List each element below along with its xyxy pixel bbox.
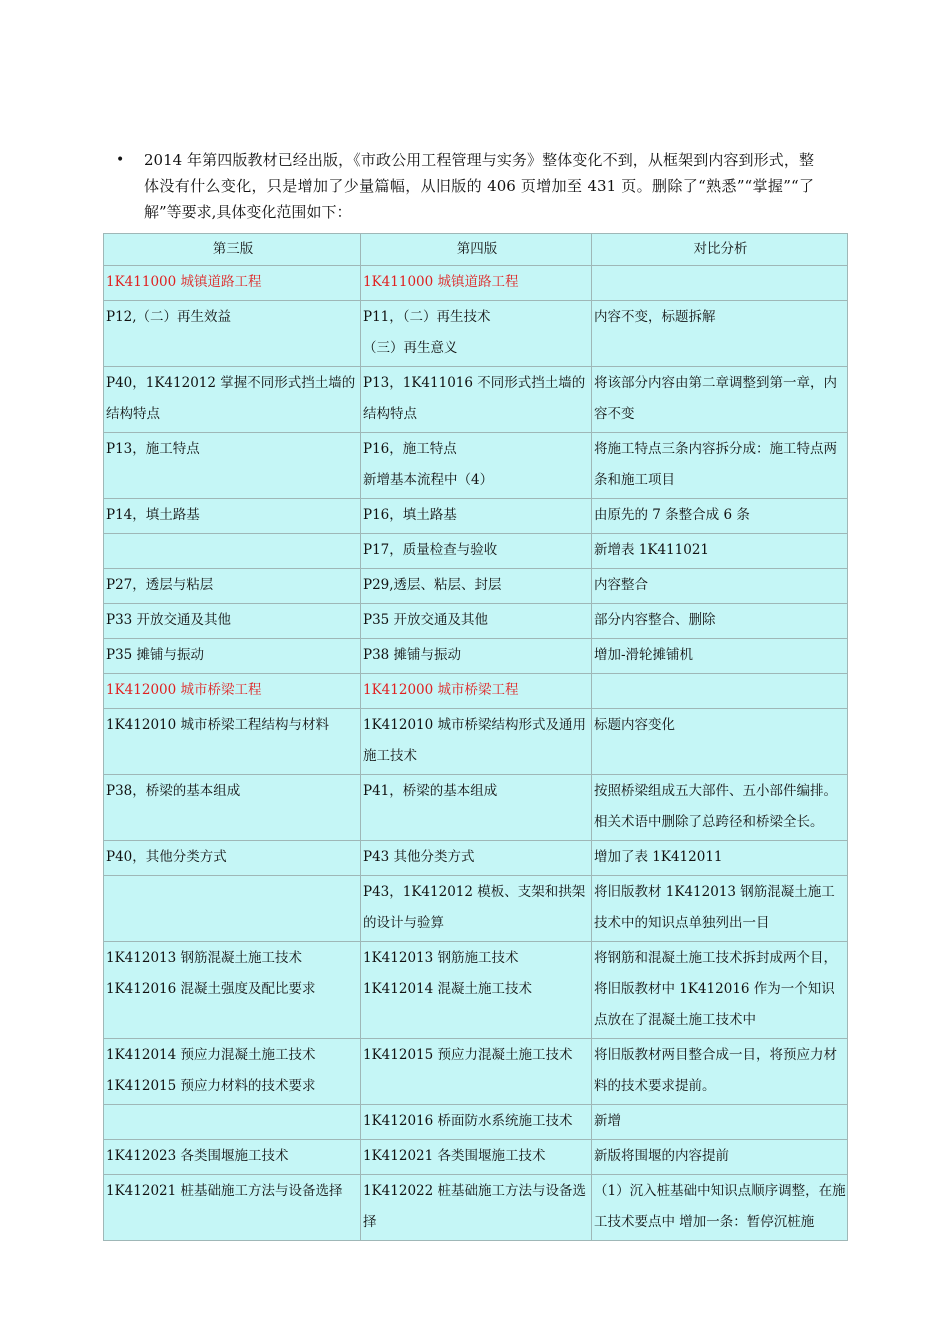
cell-text: 1K412010 城市桥梁工程结构与材料 <box>106 717 330 733</box>
cell-comparison <box>592 604 848 639</box>
cell-third-edition <box>104 841 361 876</box>
cell-text: P43，1K412012 模板、支架和拱架的设计与验算 <box>363 884 586 931</box>
cell-comparison <box>592 569 848 604</box>
table-row <box>104 1175 848 1241</box>
cell-text: P35 开放交通及其他 <box>363 612 489 628</box>
cell-text: 将钢筋和混凝土施工技术拆封成两个目，将旧版教材中 1K412016 作为一个知识点放在了混凝土施工技术中 <box>594 950 837 1028</box>
table-row <box>104 1105 848 1140</box>
cell-comparison <box>592 1105 848 1140</box>
cell-third-edition <box>104 499 361 534</box>
cell-fourth-edition <box>361 1140 592 1175</box>
table-row <box>104 709 848 775</box>
cell-text: P13，施工特点 <box>106 441 200 457</box>
table-body <box>104 266 848 1241</box>
cell-text: 1K412013 钢筋施工技术 <box>363 950 519 966</box>
cell-text: P33 开放交通及其他 <box>106 612 232 628</box>
cell-comparison <box>592 1039 848 1105</box>
cell-comparison <box>592 1175 848 1241</box>
table-row <box>104 639 848 674</box>
cell-text: 按照桥梁组成五大部件、五小部件编排。相关术语中删除了总跨径和桥梁全长。 <box>594 783 837 830</box>
cell-fourth-edition <box>361 604 592 639</box>
table-row <box>104 499 848 534</box>
cell-fourth-edition <box>361 569 592 604</box>
cell-text: P38 摊铺与振动 <box>363 647 462 663</box>
cell-text: 1K412013 钢筋混凝土施工技术 <box>106 950 303 966</box>
cell-comparison <box>592 639 848 674</box>
cell-text: 将旧版教材两目整合成一目，将预应力材料的技术要求提前。 <box>594 1047 837 1094</box>
cell-third-edition <box>104 534 361 569</box>
cell-third-edition <box>104 1140 361 1175</box>
cell-third-edition <box>104 301 361 367</box>
header-comparison: 对比分析 <box>592 234 848 266</box>
cell-text: 新增表 1K411021 <box>594 542 710 558</box>
cell-text: P40，其他分类方式 <box>106 849 227 865</box>
table-row <box>104 604 848 639</box>
table-row <box>104 1039 848 1105</box>
cell-comparison <box>592 433 848 499</box>
cell-third-edition <box>104 604 361 639</box>
cell-text: 内容不变，标题拆解 <box>594 309 716 325</box>
header-third-edition: 第三版 <box>104 234 361 266</box>
header-fourth-edition: 第四版 <box>361 234 592 266</box>
table-row <box>104 674 848 709</box>
cell-comparison <box>592 876 848 942</box>
intro-text: 2014 年第四版教材已经出版，《市政公用工程管理与实务》整体变化不到，从框架到内容到形式，整体没有什么变化，只是增加了少量篇幅，从旧版的 406 页增加至 431 页。删除了“熟悉”“掌握”“了解”等要求,具体变化范围如下： <box>144 151 814 221</box>
cell-text: P41，桥梁的基本组成 <box>363 783 498 799</box>
cell-text: 新增基本流程中（4） <box>363 472 494 488</box>
cell-fourth-edition <box>361 876 592 942</box>
cell-text: 将施工特点三条内容拆分成：施工特点两条和施工项目 <box>594 441 837 488</box>
cell-text: 1K412021 各类围堰施工技术 <box>363 1148 546 1164</box>
cell-text: 标题内容变化 <box>594 717 675 733</box>
cell-fourth-edition <box>361 367 592 433</box>
cell-fourth-edition <box>361 433 592 499</box>
cell-text: P11，（二）再生技术 <box>363 309 491 325</box>
cell-third-edition <box>104 367 361 433</box>
cell-third-edition <box>104 639 361 674</box>
cell-fourth-edition <box>361 639 592 674</box>
table-header-row <box>104 234 848 266</box>
table-row <box>104 942 848 1039</box>
cell-third-edition <box>104 569 361 604</box>
cell-text: 新增 <box>594 1113 621 1129</box>
cell-text: 内容整合 <box>594 577 648 593</box>
cell-text: P16，施工特点 <box>363 441 457 457</box>
cell-fourth-edition <box>361 1175 592 1241</box>
table-row <box>104 367 848 433</box>
cell-text: 将旧版教材 1K412013 钢筋混凝土施工技术中的知识点单独列出一目 <box>594 884 835 931</box>
cell-text: 1K412015 预应力混凝土施工技术 <box>363 1047 573 1063</box>
cell-text: 1K412023 各类围堰施工技术 <box>106 1148 289 1164</box>
cell-text: 1K412016 桥面防水系统施工技术 <box>363 1113 573 1129</box>
cell-fourth-edition <box>361 1105 592 1140</box>
cell-text: 1K412022 桩基础施工方法与设备选择 <box>363 1183 587 1230</box>
cell-text: P40，1K412012 掌握不同形式挡土墙的结构特点 <box>106 375 356 422</box>
cell-text: （三）再生意义 <box>363 340 458 356</box>
bullet-icon: • <box>116 152 125 168</box>
cell-third-edition <box>104 433 361 499</box>
cell-fourth-edition <box>361 942 592 1039</box>
cell-text: 1K412010 城市桥梁结构形式及通用施工技术 <box>363 717 587 764</box>
cell-text: 1K412014 预应力混凝土施工技术 <box>106 1047 316 1063</box>
cell-third-edition <box>104 1175 361 1241</box>
cell-fourth-edition <box>361 775 592 841</box>
cell-text: 1K411000 城镇道路工程 <box>363 274 519 290</box>
cell-text: P16，填土路基 <box>363 507 457 523</box>
cell-fourth-edition <box>361 301 592 367</box>
cell-text: P14，填土路基 <box>106 507 200 523</box>
cell-text: P38，桥梁的基本组成 <box>106 783 241 799</box>
intro-paragraph <box>116 147 816 225</box>
cell-third-edition <box>104 674 361 709</box>
cell-text: 1K412021 桩基础施工方法与设备选择 <box>106 1183 343 1199</box>
cell-comparison <box>592 1140 848 1175</box>
cell-comparison <box>592 775 848 841</box>
cell-fourth-edition <box>361 499 592 534</box>
cell-third-edition <box>104 775 361 841</box>
cell-text: 1K412000 城市桥梁工程 <box>363 682 519 698</box>
cell-comparison <box>592 367 848 433</box>
cell-text: P17，质量检查与验收 <box>363 542 498 558</box>
cell-text: P43 其他分类方式 <box>363 849 475 865</box>
cell-fourth-edition <box>361 534 592 569</box>
table-row <box>104 775 848 841</box>
cell-fourth-edition <box>361 709 592 775</box>
cell-text: 1K412016 混凝土强度及配比要求 <box>106 981 316 997</box>
cell-text: 1K411000 城镇道路工程 <box>106 274 262 290</box>
cell-text: 增加了表 1K412011 <box>594 849 723 865</box>
cell-text: 1K412000 城市桥梁工程 <box>106 682 262 698</box>
cell-fourth-edition <box>361 841 592 876</box>
table-row <box>104 266 848 301</box>
cell-text: 部分内容整合、删除 <box>594 612 716 628</box>
cell-comparison <box>592 499 848 534</box>
cell-fourth-edition <box>361 266 592 301</box>
table-row <box>104 841 848 876</box>
cell-text: 新版将围堰的内容提前 <box>594 1148 729 1164</box>
cell-fourth-edition <box>361 674 592 709</box>
table-row <box>104 433 848 499</box>
cell-comparison <box>592 841 848 876</box>
cell-third-edition <box>104 942 361 1039</box>
cell-text: 1K412014 混凝土施工技术 <box>363 981 533 997</box>
cell-text: P13，1K411016 不同形式挡土墙的结构特点 <box>363 375 586 422</box>
cell-comparison <box>592 534 848 569</box>
table-row <box>104 301 848 367</box>
cell-text: P12,（二）再生效益 <box>106 309 232 325</box>
table-row <box>104 1140 848 1175</box>
cell-text: 增加-滑轮摊铺机 <box>594 647 694 663</box>
cell-text: P27，透层与粘层 <box>106 577 214 593</box>
cell-comparison <box>592 709 848 775</box>
cell-text: 由原先的 7 条整合成 6 条 <box>594 507 750 523</box>
table-row <box>104 876 848 942</box>
table-row <box>104 569 848 604</box>
cell-text: P35 摊铺与振动 <box>106 647 205 663</box>
cell-comparison <box>592 942 848 1039</box>
cell-third-edition <box>104 709 361 775</box>
cell-third-edition <box>104 876 361 942</box>
cell-comparison <box>592 266 848 301</box>
cell-text: （1）沉入桩基础中知识点顺序调整，在施工技术要点中 增加一条：暂停沉桩施 <box>594 1183 846 1230</box>
cell-third-edition <box>104 266 361 301</box>
table-row <box>104 534 848 569</box>
cell-text: P29,透层、粘层、封层 <box>363 577 502 593</box>
cell-text: 1K412015 预应力材料的技术要求 <box>106 1078 316 1094</box>
cell-fourth-edition <box>361 1039 592 1105</box>
cell-comparison <box>592 301 848 367</box>
cell-text: 将该部分内容由第二章调整到第一章，内容不变 <box>594 375 837 422</box>
cell-third-edition <box>104 1105 361 1140</box>
cell-third-edition <box>104 1039 361 1105</box>
cell-comparison <box>592 674 848 709</box>
comparison-table <box>103 233 848 1241</box>
